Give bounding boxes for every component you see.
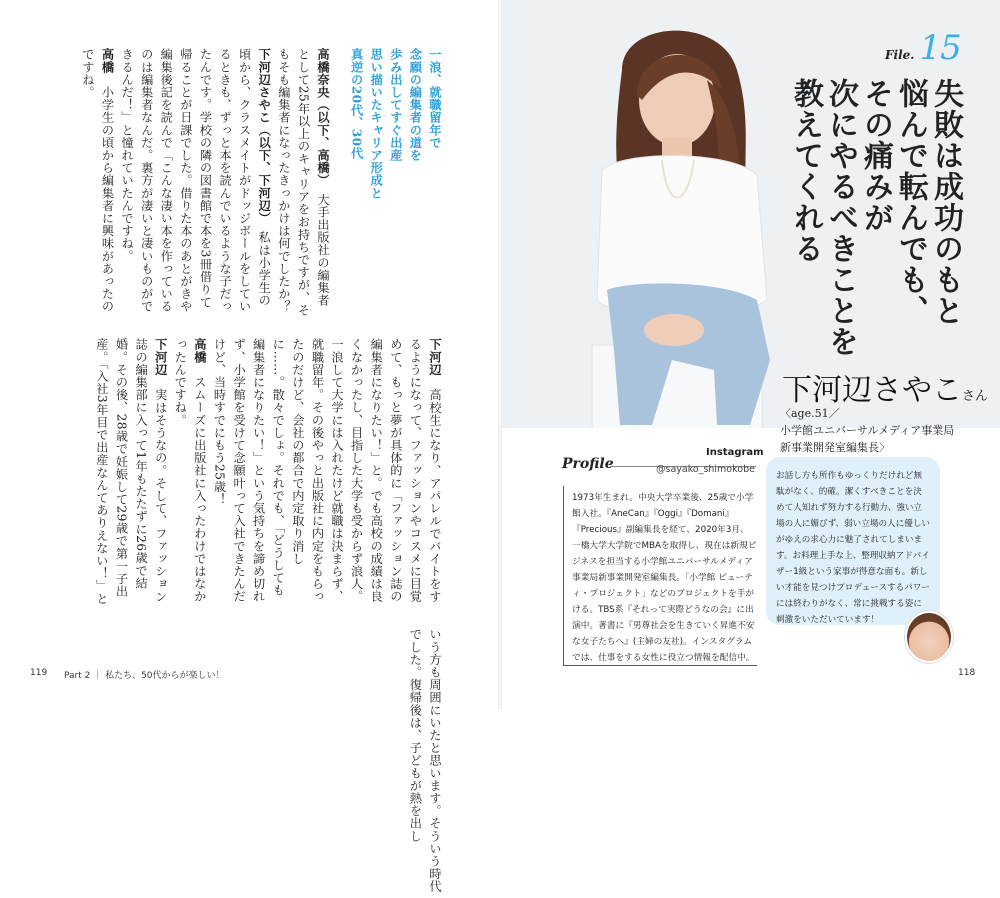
lede-line: 歩み出してすぐ出産 <box>388 48 403 162</box>
headline-line: 次にやるべきことを <box>823 78 858 357</box>
affiliation-line: 小学館ユニバーサルメディア事業局 <box>780 424 955 437</box>
affiliation <box>780 405 954 456</box>
dialogue-text: 高校生になり、アパレルでバイトをするようになって、ファッションやコスメに目覚めて、もっと夢が具体的に「ファッション誌の編集者になりたい！」と。でも高校の成績は良くなかったし、目指した大学も受からず浪人。一浪して大学には入れたけど就職は決まらず、就職留年。その後やっと出版社に内定をもらったのだけど、会社の都合で内定取り消しに……。散々でしょ。それでも、「どうしても編集者になりたい！」という気持ちを諦め切れず、小学館を受けて念願叶って入社できたんだけど、当時すでにもう25歳！ <box>212 338 442 603</box>
speaker-label: 高橋奈央（以下、高橋） <box>316 48 331 181</box>
dialogue-text: 大手出版社の編集者として25年以上のキャリアをお持ちですが、そもそも編集者になったきっかけは何でしたか？ <box>276 48 331 317</box>
speaker-label: 高橋 <box>100 48 115 74</box>
dialogue-text: 小学生の頃から編集者に興味があったのですね。 <box>80 48 115 313</box>
speaker-label: 下河辺 <box>153 338 168 376</box>
speaker-label: 下河辺 <box>428 338 442 376</box>
speaker-label: 下河辺さやこ（以下、下河辺） <box>257 48 272 219</box>
dialogue-paragraph <box>117 48 274 318</box>
dialogue-text: 私は小学生の頃から、クラスメイトがドッジボールをしているときも、ずっと本を読んでいるような子だったんです。学校の隣の図書館で本を3冊借りて帰ることが日課でした。借りた本のあとがきや編集後記を読んで「こんな凄い本を作っているのは編集者なんだ。裏方が凄いと凄いものができるんだ！」と憧れていたんですね。 <box>120 48 272 313</box>
headline-line: 失敗は成功のもと <box>928 78 963 326</box>
name-text: 下河辺さやこ <box>782 373 962 408</box>
instagram-handle: @sayako_shimokobe <box>656 464 755 475</box>
age-label: 〈age.51／ <box>780 407 840 420</box>
right-folio: 118 <box>958 668 976 678</box>
lede <box>346 48 444 318</box>
file-number: 15 <box>919 28 961 68</box>
dialogue-paragraph <box>209 338 444 608</box>
headline-line: その痛みが <box>858 78 893 233</box>
headline <box>788 78 963 368</box>
lede-line: 一浪、就職留年で <box>428 48 442 149</box>
headline-line: 教えてくれる <box>788 78 823 264</box>
speaker-label: 高橋 <box>192 338 207 364</box>
profile-text: 1973年生まれ。中央大学卒業後、25歳で小学館入社。『AneCan』『Oggi』『Domani』『Precious』副編集長を経て、2020年3月、一橋大学大学院でMBAを取得し、現在は新規ビジネスを担当する小学館ユニバーサルメディア事業局新事業開発室編集長。「小学館 ビューティ・プロジェクト」などのプロジェクトを手がける。TBS系『それって実際どうなの会』に出演中。著書に『男尊社会を生きていく昇進不安な女子たちへ』(主婦の友社)。インスタグラムでは、仕事をする女性に役立つ情報を配信中。 <box>563 486 757 666</box>
lede-line: 念願の編集者の道を <box>408 48 423 162</box>
interviewer-avatar <box>905 611 953 663</box>
left-folio: 119 <box>30 668 48 678</box>
interviewee-name <box>782 365 988 409</box>
lede-line: 真逆の20代、30代 <box>349 48 364 160</box>
instagram-label: Instagram <box>706 447 764 458</box>
file-tag <box>885 28 961 68</box>
dialogue-text: 実はそうなの。そして、ファッション誌の編集部に入って1年もたたずに26歳で結婚。その後、28歳で妊娠して29歳で第一子出産。「入社3年目で出産なんてありえない！」という方も周囲にいたと思います。そういう時代でした。復帰後は、子どもが熱を出し <box>94 338 442 893</box>
affiliation-line: 新事業開発室編集長〉 <box>780 441 890 454</box>
file-word: File. <box>885 48 915 62</box>
profile-title: Profile <box>562 456 614 472</box>
headline-line: 悩んで転んでも、 <box>893 78 928 326</box>
name-suffix: さん <box>962 389 989 404</box>
dialogue-paragraph <box>77 48 116 318</box>
dialogue-paragraph <box>170 338 209 608</box>
comment-bubble: お話し方も所作もゆっくりだけれど無駄がなく、的確。潔くすべきことを決めて人知れず努力する行動力、強い立場の人に媚びず、弱い立場の人に優しいがゆえの求心力に魅了されてしまいます。お料理上手な上、整理収納アドバイザー1級という家事が得意な面も。新しい才能を見つけプロデュースするパワーには終わりがなく、常に挑戦する姿に刺激をいただいています！ <box>766 457 940 625</box>
dialogue-text: スムーズに出版社に入ったわけではなかったんですね。 <box>173 338 207 603</box>
dialogue-paragraph <box>273 48 332 318</box>
lede-line: 思い描いたキャリア形成と <box>369 48 384 200</box>
running-head: Part 2 ｜ 私たち、50代からが楽しい！ <box>64 671 225 681</box>
